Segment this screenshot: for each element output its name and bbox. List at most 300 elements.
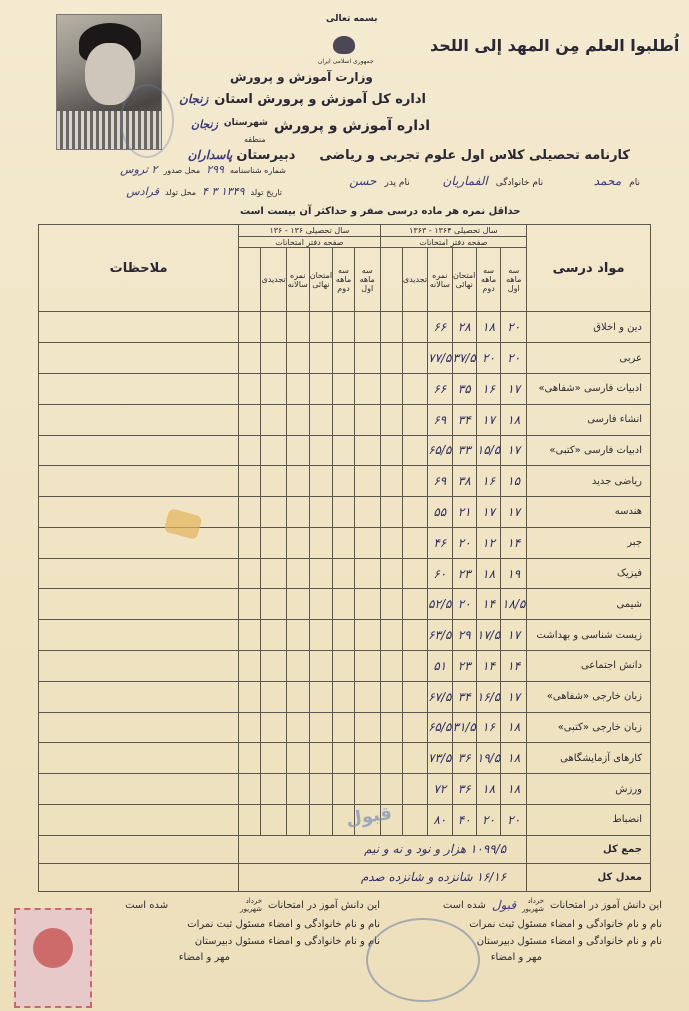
term2-grade: ۱۹/۵ — [476, 743, 500, 774]
subject-cell: ریاضی جدید — [527, 466, 651, 497]
exam-page2-label: صفحه دفتر امتحانات — [239, 237, 380, 247]
empty-cell — [286, 681, 309, 712]
remarks-cell — [39, 466, 239, 497]
empty-cell — [239, 435, 261, 466]
empty-cell — [333, 774, 355, 805]
year2-label: سال تحصیلی ۱۳۶ - ۱۳۶ — [239, 225, 380, 237]
empty-cell — [402, 404, 427, 435]
final-grade: ۳۱/۵ — [452, 712, 476, 743]
subject-cell: فیزیک — [527, 558, 651, 589]
empty-cell — [261, 466, 286, 497]
annual-grade: ۵۱ — [428, 650, 452, 681]
empty-cell — [239, 681, 261, 712]
empty-cell — [380, 620, 402, 651]
term1-grade: ۱۷ — [501, 681, 527, 712]
col-term1: سه ماهه اول — [501, 247, 527, 312]
final-grade: ۳۶ — [452, 774, 476, 805]
footer-left-line1: این دانش آموز در امتحانات — [268, 899, 380, 911]
empty-cell — [261, 804, 286, 835]
revenue-stamp — [14, 908, 92, 1008]
total-remarks — [39, 835, 239, 863]
empty-cell — [286, 527, 309, 558]
empty-cell — [354, 681, 380, 712]
empty-cell — [380, 466, 402, 497]
empty-cell — [333, 373, 355, 404]
empty-cell — [354, 312, 380, 343]
term2-grade: ۱۲ — [476, 527, 500, 558]
footer-right-line3: نام و نام خانوادگی و امضاء مسئول دبیرستان — [476, 936, 662, 947]
empty-cell — [333, 527, 355, 558]
empty-cell — [261, 312, 286, 343]
subject-cell: هندسه — [527, 497, 651, 528]
footer-right-seal: مهر و امضاء — [490, 952, 542, 963]
empty-cell — [333, 558, 355, 589]
empty-cell — [286, 712, 309, 743]
empty-cell — [380, 404, 402, 435]
empty-cell — [286, 497, 309, 528]
term2-grade: ۱۷ — [476, 497, 500, 528]
footer-left-line3: نام و نام خانوادگی و امضاء مسئول دبیرستان — [194, 936, 380, 947]
empty-cell — [333, 712, 355, 743]
col-retake: تجدیدی — [402, 247, 427, 312]
empty-cell — [261, 343, 286, 374]
annual-grade: ۷۳/۵ — [428, 743, 452, 774]
final-grade: ۳۷/۵ — [452, 343, 476, 374]
footer-left-status — [100, 897, 380, 913]
term1-grade: ۲۰ — [501, 312, 527, 343]
empty-cell — [333, 343, 355, 374]
col-blank — [380, 247, 402, 312]
total-label: جمع کل — [527, 835, 651, 863]
col-term2: سه ماهه دوم — [476, 247, 500, 312]
empty-cell — [239, 527, 261, 558]
remarks-cell — [39, 373, 239, 404]
empty-cell — [402, 558, 427, 589]
table-row — [39, 404, 651, 435]
footer-right-line1: این دانش آموز در امتحانات — [550, 899, 662, 911]
empty-cell — [286, 312, 309, 343]
province-office: اداره کل آموزش و پرورش استان — [214, 92, 426, 107]
table-row — [39, 558, 651, 589]
footer-left-month-top: خرداد — [245, 897, 263, 905]
empty-cell — [261, 558, 286, 589]
term1-grade: ۱۷ — [501, 373, 527, 404]
term1-grade: ۱۵ — [501, 466, 527, 497]
province-line — [178, 92, 426, 107]
subject-cell: زبان خارجی «شفاهی» — [527, 681, 651, 712]
subject-cell: ورزش — [527, 774, 651, 805]
remarks-cell — [39, 435, 239, 466]
term1-grade: ۱۸ — [501, 712, 527, 743]
term1-grade: ۱۸ — [501, 743, 527, 774]
average-remarks — [39, 863, 239, 891]
term1-grade: ۱۸/۵ — [501, 589, 527, 620]
empty-cell — [261, 681, 286, 712]
term1-grade: ۱۷ — [501, 620, 527, 651]
remarks-cell — [39, 527, 239, 558]
col-annual: نمره سالانه — [428, 247, 452, 312]
remarks-cell — [39, 681, 239, 712]
average-value: ۱۶/۱۶ شانزده و شانزده صدم — [239, 863, 527, 891]
final-grade: ۳۴ — [452, 404, 476, 435]
exam-page1-label: صفحه دفتر امتحانات — [380, 237, 527, 247]
remarks-cell — [39, 497, 239, 528]
remarks-cell — [39, 650, 239, 681]
empty-cell — [380, 650, 402, 681]
empty-cell — [309, 743, 332, 774]
empty-cell — [261, 620, 286, 651]
annual-grade: ۶۳/۵ — [428, 620, 452, 651]
subject-cell: زیست شناسی و بهداشت — [527, 620, 651, 651]
family-label: نام خانوادگی — [495, 178, 544, 188]
footer-left-seal: مهر و امضاء — [178, 952, 230, 963]
remarks-cell — [39, 589, 239, 620]
final-grade: ۲۱ — [452, 497, 476, 528]
empty-cell — [286, 404, 309, 435]
table-row — [39, 435, 651, 466]
col-final-y2: امتحان نهائی — [309, 247, 332, 312]
name-value: محمد — [593, 174, 622, 188]
empty-cell — [354, 743, 380, 774]
footer-right-line2: نام و نام خانوادگی و امضاء مسئول ثبت نمرات — [469, 919, 662, 930]
subject-cell: دین و اخلاق — [527, 312, 651, 343]
table-row — [39, 589, 651, 620]
empty-cell — [402, 435, 427, 466]
school-label: دبیرستان — [236, 148, 296, 163]
birthplace-value: قرادس — [126, 185, 159, 198]
empty-cell — [333, 435, 355, 466]
table-row — [39, 373, 651, 404]
final-grade: ۳۸ — [452, 466, 476, 497]
issue-value: ۲ تروس — [120, 163, 158, 176]
footer-left-months — [240, 897, 262, 913]
final-grade: ۲۰ — [452, 527, 476, 558]
empty-cell — [380, 497, 402, 528]
average-label: معدل کل — [527, 863, 651, 891]
empty-cell — [309, 804, 332, 835]
remarks-cell — [39, 804, 239, 835]
photo-seal-stamp — [120, 84, 174, 158]
subject-cell: انشاء فارسی — [527, 404, 651, 435]
annual-grade: ۸۰ — [428, 804, 452, 835]
empty-cell — [354, 527, 380, 558]
footer-left-after: شده است — [125, 899, 169, 911]
city-line — [180, 118, 430, 134]
term1-grade: ۲۰ — [501, 343, 527, 374]
remarks-cell — [39, 743, 239, 774]
empty-cell — [286, 373, 309, 404]
empty-cell — [239, 343, 261, 374]
empty-cell — [309, 527, 332, 558]
student-name-line — [220, 174, 640, 188]
term2-grade: ۱۷ — [476, 404, 500, 435]
col-term1-y2: سه ماهه اول — [354, 247, 380, 312]
empty-cell — [261, 743, 286, 774]
empty-cell — [402, 527, 427, 558]
empty-cell — [286, 343, 309, 374]
empty-cell — [354, 774, 380, 805]
empty-cell — [333, 620, 355, 651]
empty-cell — [286, 743, 309, 774]
remarks-cell — [39, 620, 239, 651]
final-grade: ۲۳ — [452, 650, 476, 681]
term1-grade: ۱۷ — [501, 435, 527, 466]
empty-cell — [354, 650, 380, 681]
empty-cell — [402, 681, 427, 712]
table-row — [39, 681, 651, 712]
empty-cell — [261, 589, 286, 620]
empty-cell — [333, 681, 355, 712]
footer-left-line2: نام و نام خانوادگی و امضاء مسئول ثبت نمرات — [187, 919, 380, 930]
empty-cell — [380, 312, 402, 343]
empty-cell — [309, 466, 332, 497]
school-group — [188, 148, 296, 163]
empty-cell — [309, 774, 332, 805]
empty-cell — [402, 620, 427, 651]
term2-grade: ۱۶ — [476, 373, 500, 404]
footer-right-month-top: خرداد — [527, 897, 545, 905]
empty-cell — [286, 466, 309, 497]
empty-cell — [333, 466, 355, 497]
empty-cell — [402, 712, 427, 743]
empty-cell — [309, 650, 332, 681]
empty-cell — [380, 589, 402, 620]
empty-cell — [239, 743, 261, 774]
term2-grade: ۱۶ — [476, 712, 500, 743]
issue-label: محل صدور — [163, 166, 201, 175]
final-grade: ۴۰ — [452, 804, 476, 835]
annual-grade: ۴۶ — [428, 527, 452, 558]
school-seal-stamp — [366, 918, 480, 1002]
term1-grade: ۱۴ — [501, 650, 527, 681]
term1-grade: ۱۸ — [501, 404, 527, 435]
annual-grade: ۶۶ — [428, 373, 452, 404]
empty-cell — [402, 743, 427, 774]
empty-cell — [333, 404, 355, 435]
annual-grade: ۶۹ — [428, 466, 452, 497]
empty-cell — [354, 620, 380, 651]
accepted-stamp: قبول — [344, 802, 394, 831]
birth-label: تاریخ تولد — [250, 188, 282, 197]
annual-grade: ۶۵/۵ — [428, 712, 452, 743]
final-grade: ۳۵ — [452, 373, 476, 404]
subject-cell: عربی — [527, 343, 651, 374]
term2-grade: ۱۸ — [476, 774, 500, 805]
term1-grade: ۱۴ — [501, 527, 527, 558]
empty-cell — [239, 404, 261, 435]
col-final: امتحان نهائی — [452, 247, 476, 312]
birthplace-label: محل تولد — [165, 188, 197, 197]
table-row — [39, 527, 651, 558]
annual-grade: ۵۲/۵ — [428, 589, 452, 620]
city-value: زنجان — [191, 118, 218, 131]
table-row — [39, 343, 651, 374]
footer-right-after: شده است — [442, 899, 486, 911]
total-value: ۱۰۹۹/۵ هزار و نود و نه و نیم — [239, 835, 527, 863]
empty-cell — [309, 558, 332, 589]
region-label: منطقه — [244, 135, 266, 144]
empty-cell — [239, 712, 261, 743]
table-row — [39, 774, 651, 805]
empty-cell — [380, 774, 402, 805]
annual-grade: ۷۲ — [428, 774, 452, 805]
annual-grade: ۵۵ — [428, 497, 452, 528]
subject-cell: ادبیات فارسی «کتبی» — [527, 435, 651, 466]
province-value: زنجان — [178, 92, 209, 106]
father-label: نام پدر — [384, 178, 410, 188]
subject-cell: انضباط — [527, 804, 651, 835]
empty-cell — [309, 681, 332, 712]
table-row — [39, 620, 651, 651]
name-label: نام — [629, 178, 640, 188]
remarks-cell — [39, 774, 239, 805]
empty-cell — [333, 497, 355, 528]
empty-cell — [261, 774, 286, 805]
empty-cell — [261, 527, 286, 558]
empty-cell — [333, 589, 355, 620]
empty-cell — [402, 804, 427, 835]
final-grade: ۲۸ — [452, 312, 476, 343]
empty-cell — [402, 373, 427, 404]
empty-cell — [261, 712, 286, 743]
annual-grade: ۶۹ — [428, 404, 452, 435]
empty-cell — [309, 373, 332, 404]
empty-cell — [380, 435, 402, 466]
birth-value: ۱۳۴۹ ۳ ۴ — [202, 185, 245, 198]
empty-cell — [261, 404, 286, 435]
empty-cell — [380, 343, 402, 374]
term1-grade: ۱۸ — [501, 774, 527, 805]
empty-cell — [239, 466, 261, 497]
final-grade: ۳۴ — [452, 681, 476, 712]
final-grade: ۳۶ — [452, 743, 476, 774]
empty-cell — [309, 589, 332, 620]
father-value: حسن — [349, 174, 377, 188]
empty-cell — [239, 589, 261, 620]
subject-cell: ادبیات فارسی «شفاهی» — [527, 373, 651, 404]
footer-left — [100, 897, 380, 963]
empty-cell — [333, 743, 355, 774]
empty-cell — [402, 343, 427, 374]
subject-cell: کارهای آزمایشگاهی — [527, 743, 651, 774]
empty-cell — [380, 743, 402, 774]
table-row — [39, 497, 651, 528]
empty-cell — [333, 650, 355, 681]
remarks-cell — [39, 712, 239, 743]
iran-emblem-icon — [333, 36, 355, 54]
col-blank-y2 — [239, 247, 261, 312]
empty-cell — [261, 650, 286, 681]
empty-cell — [309, 404, 332, 435]
empty-cell — [239, 312, 261, 343]
empty-cell — [380, 527, 402, 558]
empty-cell — [261, 435, 286, 466]
empty-cell — [239, 558, 261, 589]
final-grade: ۲۹ — [452, 620, 476, 651]
term2-grade: ۲۰ — [476, 343, 500, 374]
empty-cell — [354, 435, 380, 466]
motto: اُطلبوا العلم مِن المهد إلی اللحد — [430, 36, 680, 55]
footer-right-months — [522, 897, 544, 913]
empty-cell — [354, 404, 380, 435]
footer-right-status — [378, 897, 662, 913]
annual-grade: ۷۷/۵ — [428, 343, 452, 374]
remarks-cell — [39, 312, 239, 343]
remarks-cell — [39, 404, 239, 435]
empty-cell — [380, 558, 402, 589]
empty-cell — [354, 466, 380, 497]
empty-cell — [239, 620, 261, 651]
empty-cell — [261, 497, 286, 528]
annual-grade: ۶۵/۵ — [428, 435, 452, 466]
empty-cell — [380, 373, 402, 404]
final-grade: ۲۰ — [452, 589, 476, 620]
final-grade: ۳۳ — [452, 435, 476, 466]
term2-grade: ۱۶ — [476, 466, 500, 497]
empty-cell — [402, 774, 427, 805]
empty-cell — [333, 312, 355, 343]
term2-grade: ۱۸ — [476, 312, 500, 343]
empty-cell — [286, 558, 309, 589]
grade-note: حداقل نمره هر ماده درسی صفر و حداکثر آن بیست است — [240, 206, 521, 217]
empty-cell — [286, 650, 309, 681]
empty-cell — [286, 589, 309, 620]
subjects-header: مواد درسی — [527, 225, 651, 312]
empty-cell — [354, 373, 380, 404]
remarks-cell — [39, 343, 239, 374]
id-line — [86, 163, 286, 176]
empty-cell — [309, 497, 332, 528]
col-term2-y2: سه ماهه دوم — [333, 247, 355, 312]
subject-cell: شیمی — [527, 589, 651, 620]
table-row — [39, 743, 651, 774]
empty-cell — [402, 466, 427, 497]
empty-cell — [380, 712, 402, 743]
empty-cell — [354, 497, 380, 528]
table-row — [39, 466, 651, 497]
empty-cell — [354, 558, 380, 589]
term1-grade: ۱۹ — [501, 558, 527, 589]
empty-cell — [309, 712, 332, 743]
empty-cell — [354, 343, 380, 374]
revenue-stamp-emblem-icon — [33, 928, 73, 968]
empty-cell — [286, 804, 309, 835]
term2-grade: ۱۸ — [476, 558, 500, 589]
table-row — [39, 312, 651, 343]
id-label: شماره شناسنامه — [229, 166, 286, 175]
empty-cell — [402, 497, 427, 528]
term2-grade: ۱۶/۵ — [476, 681, 500, 712]
annual-grade: ۶۷/۵ — [428, 681, 452, 712]
term2-grade: ۱۴ — [476, 589, 500, 620]
school-value: پاسداران — [187, 148, 233, 162]
ministry: وزارت آموزش و پرورش — [230, 70, 373, 84]
empty-cell — [354, 712, 380, 743]
grades-table — [38, 224, 651, 892]
empty-cell — [286, 774, 309, 805]
empty-cell — [261, 373, 286, 404]
term2-grade: ۱۷/۵ — [476, 620, 500, 651]
empty-cell — [380, 681, 402, 712]
city-office: اداره آموزش و پرورش — [273, 118, 430, 134]
empty-cell — [239, 373, 261, 404]
term1-grade: ۲۰ — [501, 804, 527, 835]
table-row — [39, 650, 651, 681]
term2-grade: ۲۰ — [476, 804, 500, 835]
footer-right-status-text: قبول — [491, 898, 517, 912]
empty-cell — [309, 435, 332, 466]
footer-right-month-bottom: شهریور — [522, 905, 545, 913]
